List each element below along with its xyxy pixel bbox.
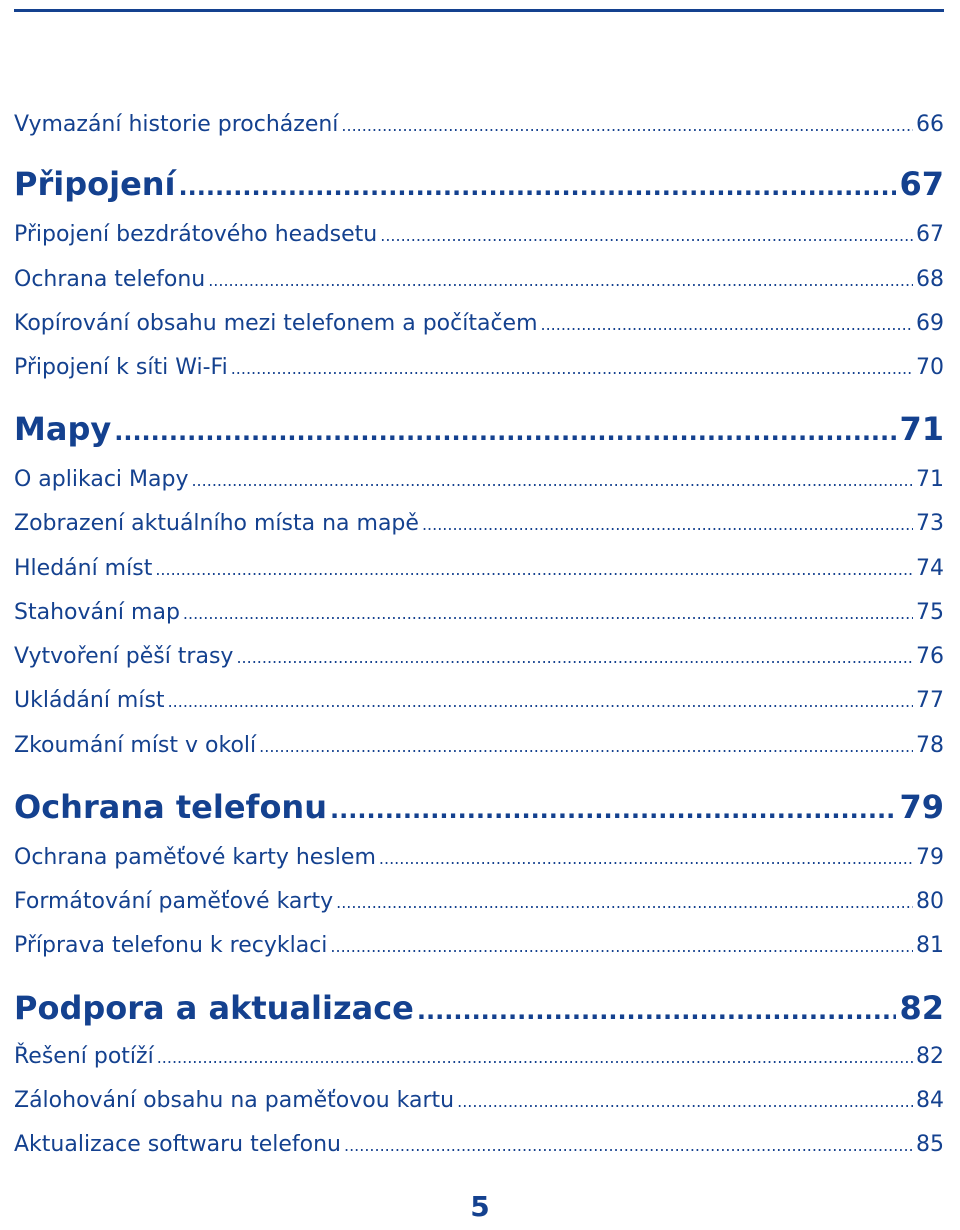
toc-entry-page: 69 xyxy=(916,311,944,336)
toc-entry[interactable] xyxy=(14,112,944,142)
toc-entry-page: 81 xyxy=(916,933,944,958)
toc-entry-page: 82 xyxy=(916,1044,944,1069)
toc-entry-title: Zobrazení aktuálního místa na mapě xyxy=(14,511,419,536)
toc-entry-page: 74 xyxy=(916,556,944,581)
toc-entry[interactable] xyxy=(14,511,944,541)
toc-entry[interactable] xyxy=(14,644,944,674)
toc-entry-page: 84 xyxy=(916,1088,944,1113)
toc-section-heading[interactable] xyxy=(14,788,944,832)
dot-leader xyxy=(422,515,913,534)
toc-entry-title: Stahování map xyxy=(14,600,180,625)
dot-leader xyxy=(155,560,913,579)
toc-entry-page: 79 xyxy=(916,845,944,870)
toc-entry-title: Kopírování obsahu mezi telefonem a počítačem xyxy=(14,311,538,336)
dot-leader xyxy=(259,737,913,756)
toc-entry-page: 73 xyxy=(916,511,944,536)
toc-section-title: Mapy xyxy=(14,410,112,448)
toc-entry-page: 76 xyxy=(916,644,944,669)
dot-leader xyxy=(330,796,896,824)
toc-entry-title: O aplikaci Mapy xyxy=(14,467,189,492)
toc-entry-page: 67 xyxy=(916,222,944,247)
dot-leader xyxy=(380,226,913,245)
toc-section-title: Ochrana telefonu xyxy=(14,788,327,826)
toc-entry[interactable] xyxy=(14,933,944,963)
toc-entry[interactable] xyxy=(14,222,944,252)
dot-leader xyxy=(231,359,913,378)
toc-entry-title: Aktualizace softwaru telefonu xyxy=(14,1132,341,1157)
toc-entry[interactable] xyxy=(14,845,944,875)
toc-entry[interactable] xyxy=(14,889,944,919)
toc-entry-page: 71 xyxy=(916,467,944,492)
toc-entry[interactable] xyxy=(14,733,944,763)
dot-leader xyxy=(336,893,913,912)
toc-entry-title: Připojení bezdrátového headsetu xyxy=(14,222,378,247)
toc-entry[interactable] xyxy=(14,267,944,297)
toc-section-page: 82 xyxy=(899,989,944,1027)
toc-section-title: Připojení xyxy=(14,165,176,203)
top-rule xyxy=(14,9,944,12)
dot-leader xyxy=(344,1136,913,1155)
toc-entry[interactable] xyxy=(14,556,944,586)
toc-entry-page: 66 xyxy=(916,112,944,137)
dot-leader xyxy=(114,418,896,446)
toc-entry-title: Vytvoření pěší trasy xyxy=(14,644,234,669)
toc-entry-title: Vymazání historie procházení xyxy=(14,112,339,137)
toc-entry-title: Hledání míst xyxy=(14,556,153,581)
toc-entry-title: Zkoumání míst v okolí xyxy=(14,733,257,758)
dot-leader xyxy=(417,997,897,1025)
toc-entry-page: 70 xyxy=(916,355,944,380)
toc-section-heading[interactable] xyxy=(14,410,944,454)
toc-section-page: 79 xyxy=(899,788,944,826)
dot-leader xyxy=(379,849,913,868)
toc-entry-title: Připojení k síti Wi-Fi xyxy=(14,355,228,380)
page-number: 5 xyxy=(470,1190,490,1223)
toc-section-page: 67 xyxy=(899,165,944,203)
dot-leader xyxy=(457,1092,913,1111)
toc-entry[interactable] xyxy=(14,1132,944,1162)
dot-leader xyxy=(179,173,897,201)
toc-entry[interactable] xyxy=(14,1088,944,1118)
toc-entry[interactable] xyxy=(14,311,944,341)
toc-entry-title: Řešení potíží xyxy=(14,1044,154,1069)
dot-leader xyxy=(157,1048,913,1067)
toc-entry[interactable] xyxy=(14,600,944,630)
dot-leader xyxy=(191,471,913,490)
dot-leader xyxy=(208,271,913,290)
toc-entry-title: Zálohování obsahu na paměťovou kartu xyxy=(14,1088,455,1113)
toc-entry-title: Ochrana paměťové karty heslem xyxy=(14,845,376,870)
toc-entry[interactable] xyxy=(14,355,944,385)
dot-leader xyxy=(168,692,913,711)
toc-section-title: Podpora a aktualizace xyxy=(14,989,414,1027)
toc-entry-title: Formátování paměťové karty xyxy=(14,889,334,914)
dot-leader xyxy=(183,604,913,623)
toc-entry-page: 75 xyxy=(916,600,944,625)
toc-entry-page: 80 xyxy=(916,889,944,914)
toc-section-heading[interactable] xyxy=(14,989,944,1033)
toc-entry-page: 77 xyxy=(916,688,944,713)
toc-entry-page: 85 xyxy=(916,1132,944,1157)
toc-entry-page: 78 xyxy=(916,733,944,758)
toc-entry[interactable] xyxy=(14,688,944,718)
toc-entry[interactable] xyxy=(14,467,944,497)
dot-leader xyxy=(236,648,913,667)
dot-leader xyxy=(341,116,913,135)
dot-leader xyxy=(541,315,914,334)
toc-section-page: 71 xyxy=(899,410,944,448)
toc-entry-page: 68 xyxy=(916,267,944,292)
toc-entry-title: Příprava telefonu k recyklaci xyxy=(14,933,328,958)
toc-entry-title: Ochrana telefonu xyxy=(14,267,206,292)
toc-entry-title: Ukládání míst xyxy=(14,688,165,713)
toc-entry[interactable] xyxy=(14,1044,944,1074)
dot-leader xyxy=(330,937,913,956)
toc-section-heading[interactable] xyxy=(14,165,944,209)
